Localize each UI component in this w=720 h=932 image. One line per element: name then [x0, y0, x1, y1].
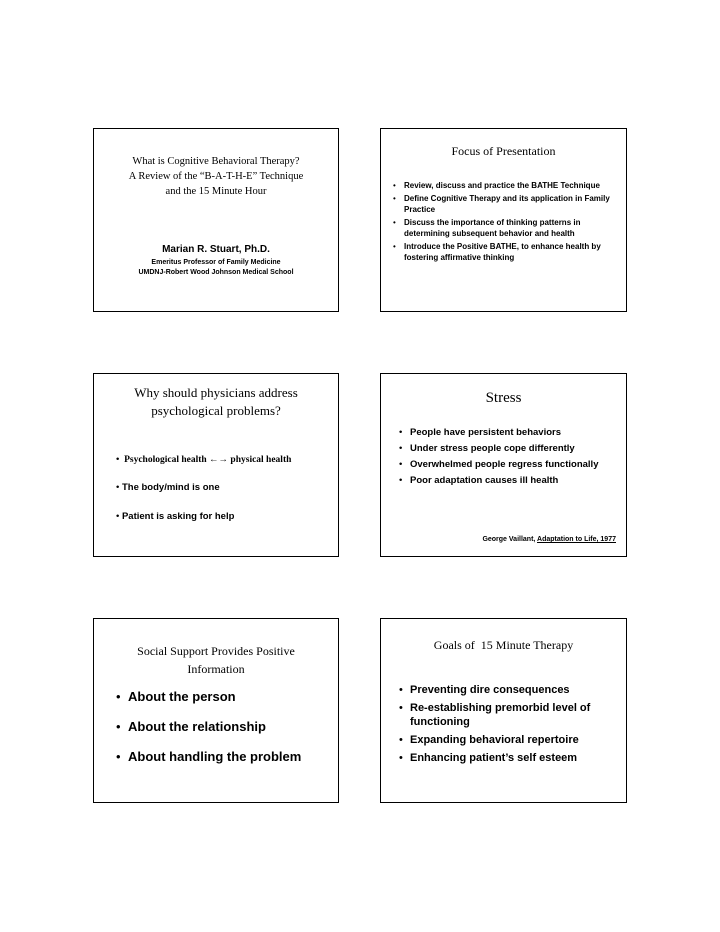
list-item-text: Psychological health ←→ physical health — [124, 455, 292, 465]
slide-3-title-line: Why should physicians address — [134, 385, 298, 400]
list-item — [116, 749, 338, 765]
slide-1-title-line: and the 15 Minute Hour — [165, 186, 267, 197]
bullet-icon: • — [393, 181, 396, 190]
list-item-text: Enhancing patient’s self esteem — [410, 752, 578, 764]
bullet-icon: • — [393, 194, 396, 203]
list-item — [399, 443, 621, 455]
list-item — [116, 689, 338, 705]
bullet-icon: • — [393, 242, 396, 251]
slide-1-title-line: A Review of the “B-A-T-H-E” Technique — [128, 171, 304, 182]
list-item-text: People have persistent behaviors — [410, 427, 562, 438]
slide-1-title-line: What is Cognitive Behavioral Therapy? — [132, 156, 300, 167]
list-item-text: Overwhelmed people regress functionally — [410, 459, 599, 470]
list-item-text: Introduce the Positive BATHE, to enhance health by fostering affirmative thinking — [404, 242, 601, 262]
list-item — [393, 217, 618, 239]
list-item-text: Review, discuss and practice the BATHE Technique — [404, 181, 600, 190]
bullet-icon: • — [399, 752, 403, 764]
slide-4-title: Stress — [485, 390, 522, 406]
slide-2-bullet-list — [393, 180, 618, 263]
list-item — [399, 751, 621, 765]
slide-3-title-line: psychological problems? — [151, 403, 281, 418]
slide-4-bullet-list — [399, 427, 621, 487]
bullet-icon: • — [399, 702, 403, 714]
slide-4-citation — [482, 536, 616, 543]
list-item-text: Patient is asking for help — [121, 511, 235, 522]
list-item-text: Discuss the importance of thinking patterns in determining subsequent behavior and health — [404, 218, 581, 238]
slide-2-title: Focus of Presentation — [451, 144, 556, 158]
bullet-icon: • — [116, 482, 120, 493]
list-item-text: About handling the problem — [128, 749, 302, 764]
list-item — [393, 193, 618, 215]
slide-6 — [380, 618, 627, 803]
slide-1-author-title: Emeritus Professor of Family Medicine — [151, 259, 281, 266]
slide-5-bullet-list — [116, 689, 338, 765]
list-item — [393, 241, 618, 263]
bullet-icon: • — [399, 443, 403, 454]
slide-5 — [93, 618, 339, 803]
slide-6-title: Goals of 15 Minute Therapy — [433, 638, 574, 652]
bullet-icon: • — [399, 475, 403, 486]
bullet-icon: • — [399, 734, 403, 746]
list-item — [399, 459, 621, 471]
bullet-icon: • — [116, 511, 120, 522]
list-item — [399, 427, 621, 439]
slide-4 — [380, 373, 627, 557]
slide-3-title — [94, 384, 338, 420]
list-item — [399, 475, 621, 487]
bullet-icon: • — [116, 454, 120, 465]
bullet-icon: • — [399, 459, 403, 470]
slide-1 — [93, 128, 339, 312]
list-item-text: The body/mind is one — [121, 482, 220, 493]
list-item-text: Expanding behavioral repertoire — [410, 734, 579, 746]
slide-5-title — [94, 642, 338, 678]
slide-2 — [380, 128, 627, 312]
bullet-icon: • — [116, 719, 121, 734]
list-item-text: Under stress people cope differently — [410, 443, 575, 454]
list-item — [399, 733, 621, 747]
slide-1-institution: UMDNJ-Robert Wood Johnson Medical School — [138, 269, 294, 276]
list-item-text: Re-establishing premorbid level of functioning — [410, 702, 591, 728]
bullet-icon: • — [116, 749, 121, 764]
bullet-icon: • — [393, 218, 396, 227]
list-item-text: Poor adaptation causes ill health — [410, 475, 559, 486]
bullet-icon: • — [116, 689, 121, 704]
slide-5-title-line: Information — [187, 662, 245, 676]
list-item-text: About the person — [128, 689, 236, 704]
slide-3 — [93, 373, 339, 557]
bullet-icon: • — [399, 427, 403, 438]
slide-6-bullet-list — [399, 683, 621, 765]
citation-author: George Vaillant, — [482, 536, 538, 543]
slide-5-title-line: Social Support Provides Positive — [137, 644, 295, 658]
list-item — [116, 454, 291, 465]
list-item — [116, 719, 338, 735]
list-item-text: Define Cognitive Therapy and its application in Family Practice — [404, 194, 610, 214]
bullet-icon: • — [399, 684, 403, 696]
slide-1-title — [94, 154, 338, 199]
list-item — [399, 701, 621, 729]
list-item-text: About the relationship — [128, 719, 266, 734]
list-item — [116, 511, 234, 522]
list-item — [399, 683, 621, 697]
list-item-text: Preventing dire consequences — [410, 684, 570, 696]
slide-1-author: Marian R. Stuart, Ph.D. — [162, 244, 270, 255]
citation-work: Adaptation to Life, 1977 — [537, 536, 616, 543]
list-item — [116, 482, 220, 493]
list-item — [393, 180, 618, 191]
